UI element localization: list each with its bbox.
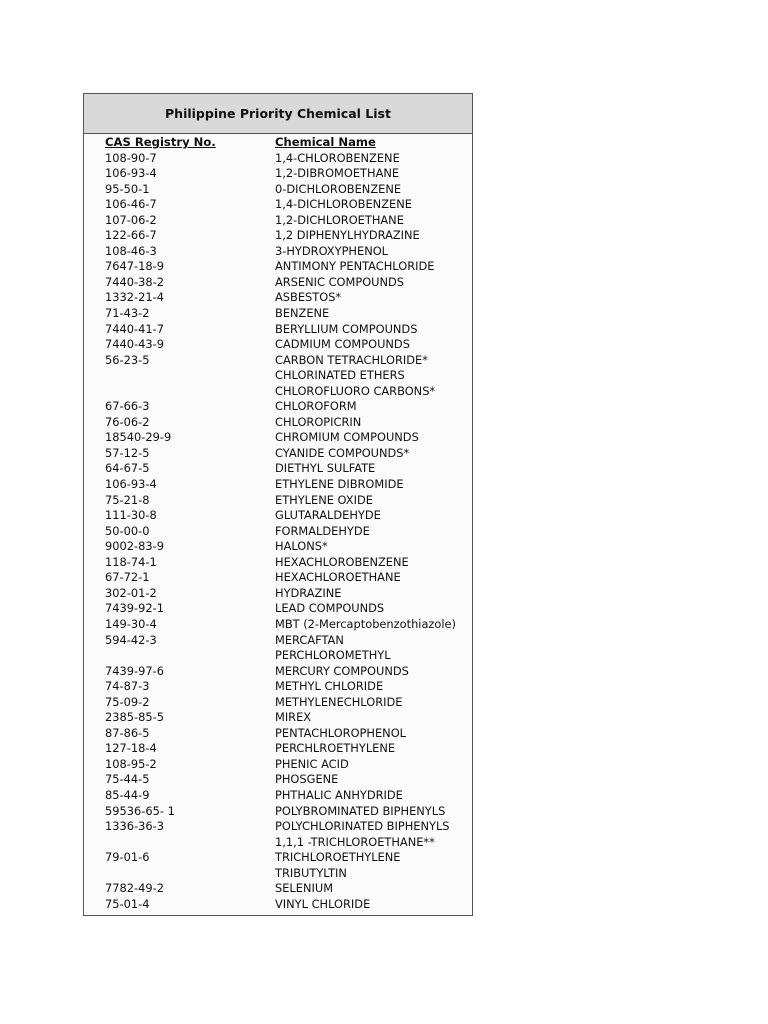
table-body [84, 134, 472, 912]
table-row [84, 477, 472, 493]
chemical-name: TRIBUTYLTIN [275, 865, 347, 880]
chemical-name: ARSENIC COMPOUNDS [275, 274, 405, 289]
cas-number: 7439-97-6 [105, 663, 164, 678]
cas-number: 149-30-4 [105, 616, 157, 631]
chemical-name: 3-HYDROXYPHENOL [275, 243, 389, 258]
chemical-name: 1,1,1 -TRICHLOROETHANE** [275, 834, 435, 849]
table-row [84, 493, 472, 509]
chemical-name: POLYBROMINATED BIPHENYLS [275, 803, 446, 818]
cas-number: 7440-41-7 [105, 321, 164, 336]
cas-number: 7440-43-9 [105, 337, 164, 352]
table-row [84, 835, 472, 851]
cas-number: 107-06-2 [105, 212, 157, 227]
cas-number: 108-90-7 [105, 150, 157, 165]
table-row [84, 384, 472, 400]
chemical-name: CARBON TETRACHLORIDE* [275, 352, 428, 367]
cas-number: 108-46-3 [105, 243, 157, 258]
cas-number: 7439-92-1 [105, 601, 164, 616]
table-row [84, 633, 472, 649]
chemical-name: PHENIC ACID [275, 756, 349, 771]
table-row [84, 539, 472, 555]
chemical-name: CHLOROPICRIN [275, 414, 362, 429]
chemical-name: ETHYLENE OXIDE [275, 492, 373, 507]
table-row [84, 446, 472, 462]
table-row [84, 259, 472, 275]
cas-number: 57-12-5 [105, 445, 150, 460]
table-row [84, 275, 472, 291]
chemical-name: CHLORINATED ETHERS [275, 368, 405, 383]
cas-number: 87-86-5 [105, 725, 150, 740]
cas-number: 106-46-7 [105, 197, 157, 212]
chemical-name: GLUTARALDEHYDE [275, 508, 381, 523]
cas-number: 18540-29-9 [105, 430, 172, 445]
chemical-name: SELENIUM [275, 881, 334, 896]
chemical-name: CHLOROFORM [275, 399, 357, 414]
chemical-name: VINYL CHLORIDE [275, 896, 371, 911]
cas-number: 50-00-0 [105, 523, 150, 538]
table-row [84, 368, 472, 384]
cas-number: 1336-36-3 [105, 819, 164, 834]
cas-number: 127-18-4 [105, 741, 157, 756]
cas-number: 75-21-8 [105, 492, 150, 507]
cas-number: 67-66-3 [105, 399, 150, 414]
chemical-name: ETHYLENE DIBROMIDE [275, 477, 404, 492]
cas-number: 302-01-2 [105, 585, 157, 600]
chemical-name: LEAD COMPOUNDS [275, 601, 385, 616]
chemical-name: MIREX [275, 710, 312, 725]
chemical-name: HYDRAZINE [275, 585, 342, 600]
table-row [84, 586, 472, 602]
table-row [84, 866, 472, 882]
cas-column-header: CAS Registry No. [105, 135, 216, 149]
chemical-name: 0-DICHLOROBENZENE [275, 181, 402, 196]
chemical-name: PENTACHLOROPHENOL [275, 725, 407, 740]
table-row [84, 788, 472, 804]
cas-number: 111-30-8 [105, 508, 157, 523]
chemical-name: CHROMIUM COMPOUNDS [275, 430, 419, 445]
table-row [84, 461, 472, 477]
chemical-name: PHOSGENE [275, 772, 339, 787]
chemical-name: PERCHLROETHYLENE [275, 741, 396, 756]
table-row [84, 757, 472, 773]
chemical-name: DIETHYL SULFATE [275, 461, 376, 476]
cas-number: 75-44-5 [105, 772, 150, 787]
table-row [84, 648, 472, 664]
table-row [84, 695, 472, 711]
table-title-bar [84, 94, 472, 134]
table-row [84, 601, 472, 617]
table-row [84, 306, 472, 322]
table-row [84, 897, 472, 913]
chemical-name: BERYLLIUM COMPOUNDS [275, 321, 418, 336]
cas-number: 594-42-3 [105, 632, 157, 647]
cas-number: 71-43-2 [105, 306, 150, 321]
chemical-name: METHYLENECHLORIDE [275, 694, 403, 709]
cas-number: 106-93-4 [105, 477, 157, 492]
table-row [84, 430, 472, 446]
cas-number: 95-50-1 [105, 181, 150, 196]
table-row [84, 710, 472, 726]
cas-number: 67-72-1 [105, 570, 150, 585]
chemical-name: 1,2 DIPHENYLHYDRAZINE [275, 228, 420, 243]
table-row [84, 197, 472, 213]
table-row [84, 679, 472, 695]
cas-number: 118-74-1 [105, 554, 157, 569]
chemical-name: MERCURY COMPOUNDS [275, 663, 409, 678]
table-row [84, 570, 472, 586]
chemical-name: 1,4-DICHLOROBENZENE [275, 197, 412, 212]
chemical-name: ANTIMONY PENTACHLORIDE [275, 259, 435, 274]
column-header-row [84, 135, 472, 151]
table-title: Philippine Priority Chemical List [165, 106, 391, 121]
table-row [84, 228, 472, 244]
chemical-name: MERCAFTAN [275, 632, 344, 647]
chemical-name: CADMIUM COMPOUNDS [275, 337, 410, 352]
table-row [84, 726, 472, 742]
chemical-name: HALONS* [275, 539, 328, 554]
table-row [84, 881, 472, 897]
cas-number: 79-01-6 [105, 850, 150, 865]
table-row [84, 555, 472, 571]
chemical-name: 1,2-DIBROMOETHANE [275, 166, 400, 181]
chemical-name: 1,4-CHLOROBENZENE [275, 150, 400, 165]
table-row [84, 166, 472, 182]
chemical-name: ASBESTOS* [275, 290, 342, 305]
table-row [84, 741, 472, 757]
cas-number: 108-95-2 [105, 756, 157, 771]
cas-number: 59536-65- 1 [105, 803, 175, 818]
cas-number: 7647-18-9 [105, 259, 164, 274]
chemical-name: PHTHALIC ANHYDRIDE [275, 787, 403, 802]
chemical-name: METHYL CHLORIDE [275, 679, 384, 694]
table-row [84, 804, 472, 820]
table-row [84, 322, 472, 338]
chemical-name: CYANIDE COMPOUNDS* [275, 445, 410, 460]
table-row [84, 415, 472, 431]
chemical-list-table [83, 93, 473, 916]
chemical-name: BENZENE [275, 306, 330, 321]
chemical-name: 1,2-DICHLOROETHANE [275, 212, 404, 227]
table-row [84, 213, 472, 229]
cas-number: 64-67-5 [105, 461, 150, 476]
table-row [84, 819, 472, 835]
chemical-name: TRICHLOROETHYLENE [275, 850, 401, 865]
table-row [84, 399, 472, 415]
table-row [84, 772, 472, 788]
cas-number: 74-87-3 [105, 679, 150, 694]
cas-number: 106-93-4 [105, 166, 157, 181]
table-row [84, 508, 472, 524]
table-row [84, 353, 472, 369]
table-row [84, 337, 472, 353]
cas-number: 85-44-9 [105, 787, 150, 802]
cas-number: 75-09-2 [105, 694, 150, 709]
cas-number: 9002-83-9 [105, 539, 164, 554]
table-row [84, 617, 472, 633]
chemical-name: HEXACHLOROBENZENE [275, 554, 409, 569]
table-row [84, 290, 472, 306]
chemical-name: POLYCHLORINATED BIPHENYLS [275, 819, 450, 834]
table-row [84, 664, 472, 680]
chemical-name: HEXACHLOROETHANE [275, 570, 401, 585]
table-row [84, 244, 472, 260]
table-row [84, 850, 472, 866]
cas-number: 122-66-7 [105, 228, 157, 243]
name-column-header: Chemical Name [275, 135, 376, 149]
cas-number: 75-01-4 [105, 896, 150, 911]
chemical-name: FORMALDEHYDE [275, 523, 370, 538]
cas-number: 56-23-5 [105, 352, 150, 367]
cas-number: 7782-49-2 [105, 881, 164, 896]
table-row [84, 151, 472, 167]
chemical-name: PERCHLOROMETHYL [275, 648, 391, 663]
cas-number: 76-06-2 [105, 414, 150, 429]
table-row [84, 182, 472, 198]
chemical-name: CHLOROFLUORO CARBONS* [275, 383, 436, 398]
chemical-name: MBT (2-Mercaptobenzothiazole) [275, 616, 456, 631]
cas-number: 2385-85-5 [105, 710, 164, 725]
table-row [84, 524, 472, 540]
cas-number: 7440-38-2 [105, 274, 164, 289]
cas-number: 1332-21-4 [105, 290, 164, 305]
